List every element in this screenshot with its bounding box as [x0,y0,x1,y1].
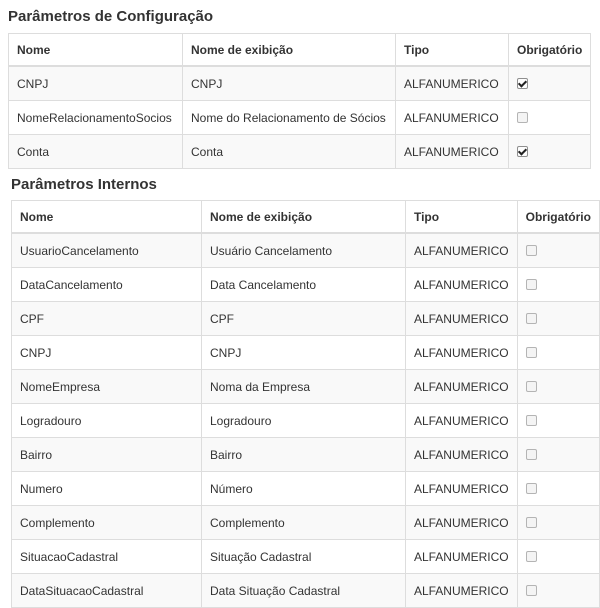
cell-obrigatorio [517,233,599,268]
cell-tipo: ALFANUMERICO [405,336,517,370]
cell-obrigatorio [509,66,591,101]
cell-nome: CNPJ [9,66,183,101]
cell-obrigatorio [517,472,599,506]
cell-nome-exibicao: Situação Cadastral [201,540,405,574]
cell-obrigatorio [517,336,599,370]
column-header-tipo: Tipo [405,201,517,234]
cell-obrigatorio [517,370,599,404]
cell-nome: CPF [12,302,202,336]
obrigatorio-checkbox[interactable] [526,381,537,392]
cell-nome: UsuarioCancelamento [12,233,202,268]
cell-nome-exibicao: Data Cancelamento [201,268,405,302]
table-row [12,336,600,370]
table-row [9,101,591,135]
table-header-row [9,34,591,67]
cell-obrigatorio [517,438,599,472]
cell-nome-exibicao: Data Situação Cadastral [201,574,405,608]
internal-parameters-table [11,200,600,608]
column-header-obrigatorio: Obrigatório [517,201,599,234]
cell-nome: Numero [12,472,202,506]
obrigatorio-checkbox[interactable] [517,112,528,123]
table-row [12,506,600,540]
cell-obrigatorio [517,540,599,574]
obrigatorio-checkbox[interactable] [526,415,537,426]
table-row [12,370,600,404]
table-row [12,268,600,302]
cell-nome: NomeRelacionamentoSocios [9,101,183,135]
cell-tipo: ALFANUMERICO [405,506,517,540]
cell-obrigatorio [517,302,599,336]
config-section-title: Parâmetros de Configuração [8,8,214,25]
cell-tipo: ALFANUMERICO [405,404,517,438]
cell-tipo: ALFANUMERICO [405,302,517,336]
column-header-tipo: Tipo [396,34,509,67]
obrigatorio-checkbox[interactable] [526,313,537,324]
cell-nome: NomeEmpresa [12,370,202,404]
cell-nome-exibicao: CNPJ [183,66,396,101]
obrigatorio-checkbox[interactable] [526,245,537,256]
obrigatorio-checkbox[interactable] [526,449,537,460]
obrigatorio-checkbox[interactable] [526,517,537,528]
cell-nome-exibicao: Número [201,472,405,506]
table-row [9,135,591,169]
column-header-nome: Nome [12,201,202,234]
cell-tipo: ALFANUMERICO [405,574,517,608]
cell-obrigatorio [517,404,599,438]
cell-nome: DataSituacaoCadastral [12,574,202,608]
table-row [9,66,591,101]
cell-obrigatorio [517,506,599,540]
cell-obrigatorio [509,135,591,169]
internal-section-title: Parâmetros Internos [11,176,157,193]
table-row [12,472,600,506]
cell-obrigatorio [509,101,591,135]
cell-tipo: ALFANUMERICO [396,135,509,169]
obrigatorio-checkbox[interactable] [517,78,528,89]
cell-nome-exibicao: CPF [201,302,405,336]
cell-nome: SituacaoCadastral [12,540,202,574]
table-header-row [12,201,600,234]
cell-tipo: ALFANUMERICO [405,540,517,574]
cell-nome: CNPJ [12,336,202,370]
obrigatorio-checkbox[interactable] [526,483,537,494]
cell-tipo: ALFANUMERICO [405,370,517,404]
column-header-obrigatorio: Obrigatório [509,34,591,67]
table-row [12,438,600,472]
obrigatorio-checkbox[interactable] [526,551,537,562]
cell-tipo: ALFANUMERICO [405,472,517,506]
config-parameters-table [8,33,591,169]
cell-nome: Complemento [12,506,202,540]
obrigatorio-checkbox[interactable] [526,347,537,358]
cell-nome: Bairro [12,438,202,472]
column-header-nome-exibicao: Nome de exibição [201,201,405,234]
cell-tipo: ALFANUMERICO [405,438,517,472]
cell-nome: Conta [9,135,183,169]
obrigatorio-checkbox[interactable] [526,585,537,596]
cell-tipo: ALFANUMERICO [396,66,509,101]
cell-nome-exibicao: Bairro [201,438,405,472]
table-row [12,540,600,574]
cell-obrigatorio [517,574,599,608]
obrigatorio-checkbox[interactable] [517,146,528,157]
column-header-nome: Nome [9,34,183,67]
cell-tipo: ALFANUMERICO [396,101,509,135]
cell-nome: Logradouro [12,404,202,438]
table-row [12,233,600,268]
table-row [12,574,600,608]
cell-nome-exibicao: Nome do Relacionamento de Sócios [183,101,396,135]
cell-nome-exibicao: Noma da Empresa [201,370,405,404]
cell-obrigatorio [517,268,599,302]
column-header-nome-exibicao: Nome de exibição [183,34,396,67]
cell-nome: DataCancelamento [12,268,202,302]
table-row [12,302,600,336]
obrigatorio-checkbox[interactable] [526,279,537,290]
cell-tipo: ALFANUMERICO [405,233,517,268]
cell-nome-exibicao: Usuário Cancelamento [201,233,405,268]
cell-nome-exibicao: CNPJ [201,336,405,370]
cell-nome-exibicao: Logradouro [201,404,405,438]
cell-nome-exibicao: Conta [183,135,396,169]
cell-tipo: ALFANUMERICO [405,268,517,302]
table-row [12,404,600,438]
cell-nome-exibicao: Complemento [201,506,405,540]
